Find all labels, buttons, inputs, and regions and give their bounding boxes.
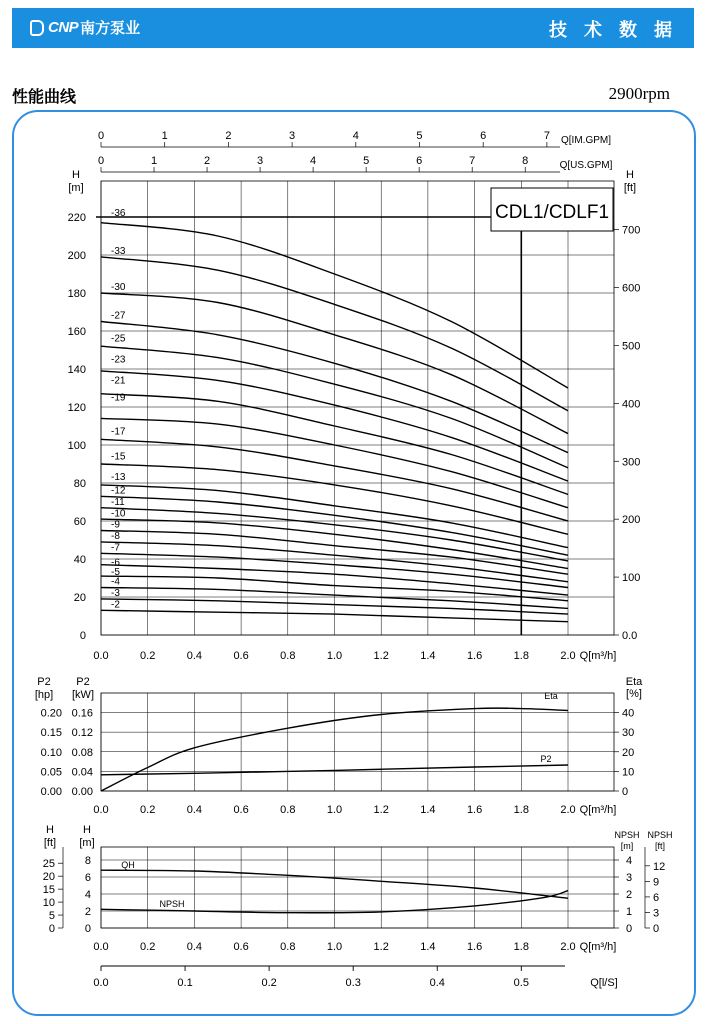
top-axis-tick-label: 5 (416, 130, 423, 142)
main-right-tick-label: 400 (622, 398, 641, 411)
npsh-plot-area (101, 847, 614, 928)
power-x-tick-label: 1.4 (420, 804, 436, 816)
power-x-tick-label: 0.0 (93, 804, 109, 816)
eta-right-tick-label: 30 (622, 727, 635, 740)
npsh-x-tick-label: 0.6 (233, 941, 249, 953)
main-x-tick-label: 2.0 (560, 650, 576, 662)
top-axis-tick-label: 4 (352, 130, 359, 142)
stage-curve-label: -21 (111, 375, 126, 387)
main-right-tick-label: 0.0 (622, 630, 638, 642)
power-kw-tick-label: 0.16 (71, 707, 93, 720)
top-axis-tick-label: 6 (416, 155, 423, 167)
power-x-tick-label: 2.0 (560, 804, 576, 816)
top-axis-tick-label: 1 (150, 155, 158, 167)
eta-right-tick-label: 10 (622, 766, 635, 779)
npsh-ft-tick-label: 0 (653, 923, 660, 935)
stage-curve-label: -19 (111, 392, 126, 404)
h-ft-axis-title: H (46, 824, 54, 836)
main-y-tick-label: 80 (73, 478, 86, 490)
stage-curve-label: -33 (111, 246, 126, 258)
h-m-axis-unit: [m] (79, 837, 95, 849)
top-axis-tick-label: 6 (480, 130, 487, 142)
npsh-m-axis-title: NPSH (614, 830, 640, 840)
main-y-tick-label: 200 (67, 250, 86, 262)
power-hp-axis-unit: [hp] (34, 689, 54, 701)
stage-curve-label: -3 (111, 588, 120, 600)
main-y-tick-label: 0 (79, 630, 86, 642)
npsh-m-tick-label: 1 (626, 906, 633, 918)
stage-curve-label: -27 (111, 310, 126, 322)
power-x-tick-label: 1.2 (373, 804, 389, 816)
power-hp-tick-label: 0.00 (40, 786, 62, 798)
h-ft-tick-label: 10 (42, 897, 55, 910)
stage-curve-label: -10 (111, 508, 126, 520)
stage-curve-label: -4 (111, 576, 120, 588)
h-m-axis-title: H (83, 824, 91, 836)
npsh-x-tick-label: 1.6 (466, 941, 483, 953)
top-axis-tick-label: 0 (97, 130, 105, 142)
main-x-tick-label: 0.8 (280, 650, 296, 662)
npsh-ft-tick-label: 9 (653, 876, 660, 889)
main-right-tick-label: 700 (622, 224, 641, 237)
main-right-axis-unit: [ft] (623, 182, 637, 194)
main-x-tick-label: 1.4 (420, 650, 436, 662)
npsh-x-tick-label: 0.8 (280, 941, 296, 953)
npsh-x-axis-label: Q[m³/h] (579, 941, 617, 953)
power-x-axis-label: Q[m³/h] (579, 804, 617, 816)
power-kw-axis-unit: [kW] (72, 689, 94, 701)
stage-curve-label: -11 (111, 496, 125, 508)
h-ft-tick-label: 15 (42, 884, 55, 897)
top-axis-tick-label: 2 (225, 130, 232, 142)
stage-curve-label: -23 (111, 354, 126, 366)
top-axis-tick-label: 4 (310, 155, 317, 167)
stage-curve-label: -13 (111, 472, 126, 484)
top-axis-tick-label: 0 (97, 155, 105, 167)
eta-right-tick-label: 40 (622, 707, 635, 720)
main-right-tick-label: 500 (622, 340, 641, 353)
power-x-tick-label: 0.6 (233, 804, 249, 816)
power-x-tick-label: 1.8 (513, 804, 529, 816)
qh-curve-label: QH (121, 860, 135, 870)
main-x-axis-label: Q[m³/h] (579, 650, 617, 662)
power-x-tick-label: 0.2 (140, 804, 156, 816)
power-hp-tick-label: 0.05 (40, 766, 62, 779)
main-right-axis-title: H (626, 169, 634, 181)
stage-curve-label: -2 (111, 599, 120, 611)
ls-axis-tick-label: 0.1 (177, 977, 193, 989)
h-ft-tick-label: 25 (42, 858, 55, 871)
main-y-tick-label: 20 (73, 592, 86, 604)
npsh-x-tick-label: 1.4 (420, 941, 436, 953)
stage-curve-label: -15 (111, 451, 126, 463)
main-y-tick-label: 100 (67, 440, 86, 452)
main-y-tick-label: 120 (67, 402, 86, 414)
npsh-ft-axis-title: NPSH (647, 830, 673, 840)
stage-curve-label: -30 (111, 282, 126, 294)
top-axis-tick-label: 8 (522, 155, 529, 167)
npsh-x-tick-label: 1.0 (326, 941, 343, 953)
ls-axis-tick-label: 0.5 (513, 977, 529, 989)
stage-curve-label: -12 (111, 485, 126, 497)
h-m-tick-label: 4 (84, 889, 91, 901)
h-ft-axis-unit: [ft] (43, 837, 57, 849)
npsh-x-tick-label: 1.2 (373, 941, 389, 953)
power-x-tick-label: 1.6 (466, 804, 483, 816)
power-hp-tick-label: 0.10 (40, 746, 62, 759)
npsh-ft-axis-unit: [ft] (654, 841, 666, 851)
top-axis-tick-label: 2 (203, 155, 211, 167)
power-kw-tick-label: 0.12 (71, 727, 93, 740)
power-x-tick-label: 0.4 (186, 804, 203, 816)
top-axis-tick-label: 7 (469, 155, 476, 167)
main-right-tick-label: 600 (622, 282, 641, 295)
main-y-tick-label: 40 (73, 554, 86, 566)
h-m-tick-label: 2 (84, 906, 91, 918)
stage-curve-label: -36 (111, 208, 126, 220)
ls-axis-label: Q[l/S] (590, 977, 618, 989)
eta-axis-title: Eta (625, 676, 643, 688)
main-x-tick-label: 1.2 (373, 650, 389, 662)
section-label: 技 术 数 据 (548, 20, 678, 40)
h-ft-tick-label: 0 (48, 923, 55, 935)
speed-label: 2900rpm (608, 84, 670, 103)
npsh-m-tick-label: 0 (626, 923, 633, 935)
main-x-tick-label: 1.0 (326, 650, 343, 662)
page-title: 性能曲线 (12, 89, 77, 106)
top-axis-tick-label: 1 (161, 130, 168, 142)
main-y-tick-label: 220 (67, 212, 86, 224)
power-hp-axis-title: P2 (37, 676, 51, 688)
h-m-tick-label: 6 (84, 872, 91, 884)
power-hp-tick-label: 0.20 (40, 707, 62, 720)
eta-curve-label: Eta (544, 691, 558, 701)
main-x-tick-label: 0.2 (140, 650, 156, 662)
ls-axis-tick-label: 0.0 (93, 977, 109, 989)
npsh-m-tick-label: 4 (626, 855, 633, 867)
power-kw-tick-label: 0.00 (71, 786, 93, 798)
npsh-m-tick-label: 3 (626, 872, 633, 884)
npsh-ft-tick-label: 3 (653, 907, 660, 920)
h-ft-tick-label: 5 (48, 910, 55, 923)
power-plot-area (101, 693, 614, 791)
stage-curve-label: -7 (111, 542, 120, 554)
power-x-tick-label: 1.0 (326, 804, 343, 816)
main-y-axis-unit: [m] (68, 182, 84, 194)
npsh-m-axis-unit: [m] (620, 841, 634, 851)
top-axis-tick-label: 7 (543, 130, 550, 142)
npsh-x-tick-label: 1.8 (513, 941, 529, 953)
eta-axis-unit: [%] (626, 688, 642, 700)
h-m-tick-label: 8 (84, 855, 91, 867)
stage-curve-label: -25 (111, 333, 126, 345)
p2-curve-label: P2 (540, 754, 552, 764)
main-y-tick-label: 160 (67, 326, 86, 338)
top-axis-tick-label: 3 (289, 130, 296, 142)
top-axis-label: Q[US.GPM] (559, 160, 613, 171)
ls-axis-tick-label: 0.4 (429, 977, 445, 989)
brand-name-cn: 南方泵业 (80, 20, 141, 37)
npsh-curve-label: NPSH (159, 899, 185, 909)
main-right-tick-label: 100 (622, 572, 641, 585)
top-axis-tick-label: 3 (257, 155, 264, 167)
main-right-tick-label: 300 (622, 456, 641, 469)
brand-name-en: CNP (48, 19, 79, 36)
npsh-ft-tick-label: 12 (653, 860, 666, 873)
power-hp-tick-label: 0.15 (40, 727, 62, 740)
main-x-tick-label: 0.6 (233, 650, 249, 662)
npsh-x-tick-label: 0.4 (186, 941, 203, 953)
model-label: CDL1/CDLF1 (494, 202, 610, 223)
main-right-tick-label: 200 (622, 514, 641, 527)
npsh-x-tick-label: 0.2 (140, 941, 156, 953)
main-x-tick-label: 0.0 (93, 650, 109, 662)
main-x-tick-label: 1.8 (513, 650, 529, 662)
main-y-tick-label: 140 (67, 364, 86, 376)
main-x-tick-label: 0.4 (186, 650, 203, 662)
h-ft-tick-label: 20 (42, 871, 55, 884)
power-x-tick-label: 0.8 (280, 804, 296, 816)
stage-curve-label: -8 (111, 531, 120, 543)
top-axis-label: Q[IM.GPM] (561, 135, 611, 146)
main-x-tick-label: 1.6 (466, 650, 483, 662)
h-m-tick-label: 0 (84, 923, 91, 935)
power-kw-tick-label: 0.08 (71, 746, 93, 759)
eta-right-tick-label: 20 (622, 746, 635, 759)
ls-axis-tick-label: 0.2 (261, 977, 277, 989)
stage-curve-label: -6 (111, 557, 120, 569)
power-kw-axis-title: P2 (76, 676, 90, 688)
main-y-tick-label: 180 (67, 288, 86, 300)
main-y-axis-title: H (72, 169, 80, 181)
main-y-tick-label: 60 (73, 516, 86, 528)
npsh-x-tick-label: 2.0 (560, 941, 576, 953)
ls-axis-tick-label: 0.3 (345, 977, 361, 989)
stage-curve-label: -17 (111, 426, 126, 438)
stage-curve-label: -5 (111, 567, 120, 579)
top-axis-tick-label: 5 (363, 155, 370, 167)
stage-curve-label: -9 (111, 519, 120, 531)
npsh-ft-tick-label: 6 (653, 891, 660, 904)
power-kw-tick-label: 0.04 (71, 766, 93, 779)
eta-right-tick-label: 0 (622, 786, 629, 798)
npsh-x-tick-label: 0.0 (93, 941, 109, 953)
npsh-m-tick-label: 2 (626, 889, 633, 901)
